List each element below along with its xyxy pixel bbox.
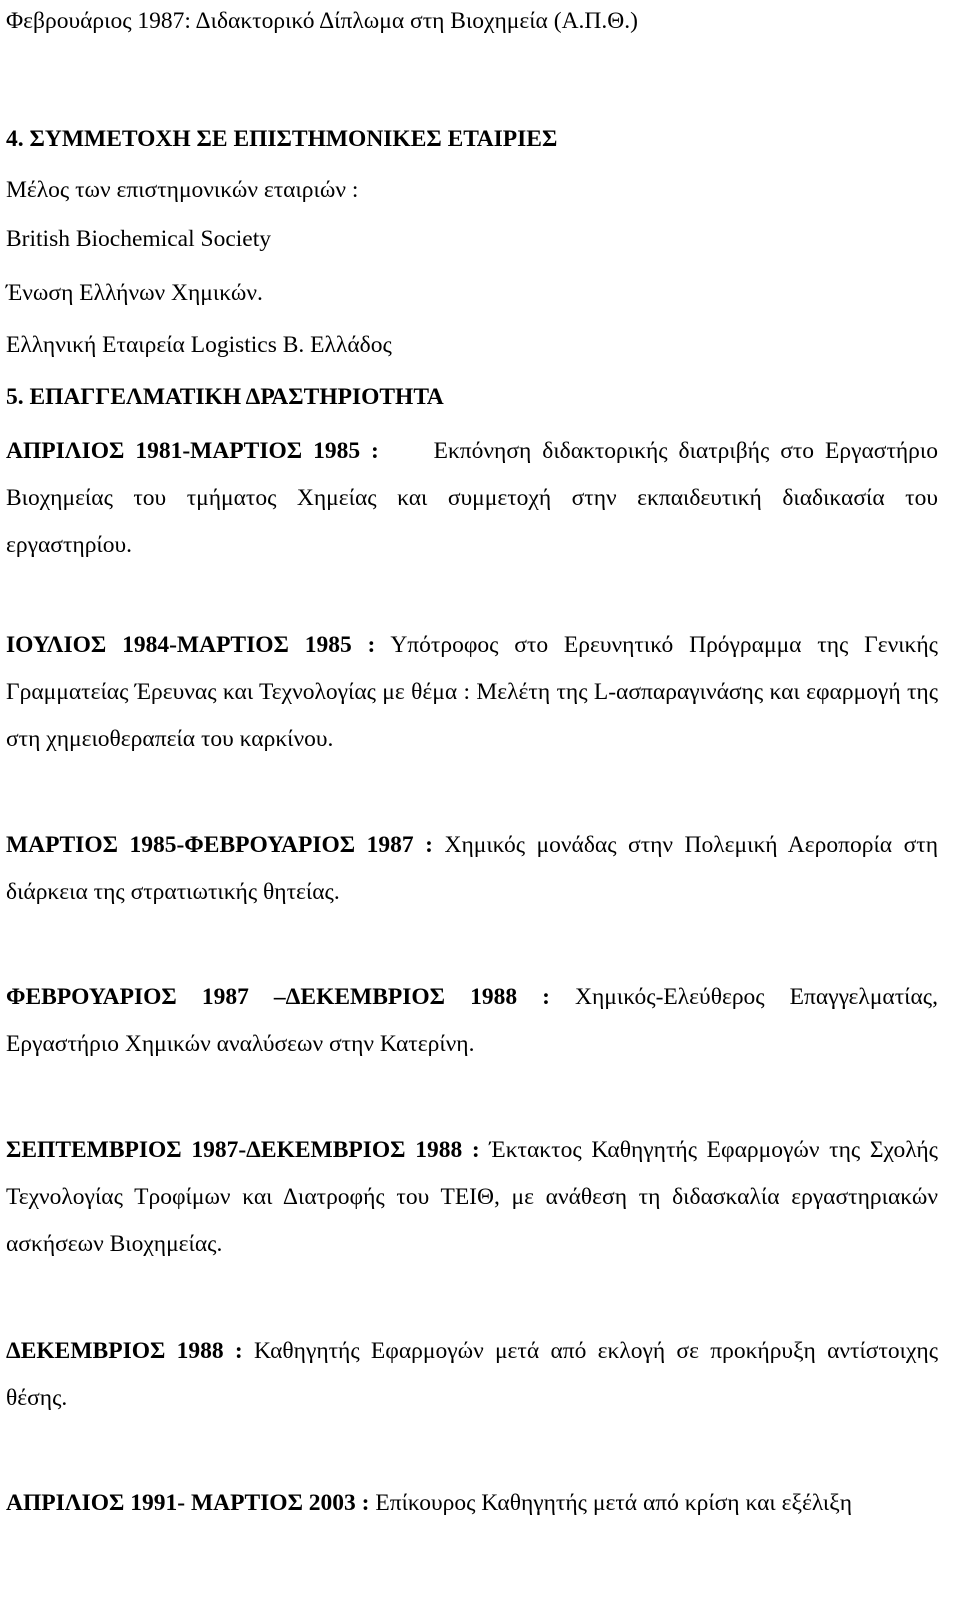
career-entry bbox=[6, 974, 938, 1068]
section-5-heading: 5. ΕΠΑΓΓΕΛΜΑΤΙΚΗ ΔΡΑΣΤΗΡΙΟΤΗΤΑ bbox=[6, 384, 444, 410]
career-period: ΑΠΡΙΛΙΟΣ 1981-ΜΑΡΤΙΟΣ 1985 : bbox=[6, 438, 379, 464]
career-entry bbox=[6, 428, 938, 569]
society-item: British Biochemical Society bbox=[6, 226, 271, 252]
societies-intro: Μέλος των επιστημονικών εταιριών : bbox=[6, 177, 359, 203]
career-description: Έκτακτος Καθηγητής Εφαρμογών της Σχολής Τεχνολογίας Τροφίμων και Διατροφής του ΤΕΙΘ, με ανάθεση τη διδασκαλία εργαστηριακών ασκήσεων Βιοχημείας. bbox=[6, 1137, 938, 1257]
career-period: ΦΕΒΡΟΥΑΡΙΟΣ 1987 –ΔΕΚΕΜΒΡΙΟΣ 1988 : bbox=[6, 984, 550, 1010]
career-entry bbox=[6, 622, 938, 763]
career-description: Εκπόνηση διδακτορικής διατριβής στο Εργαστήριο Βιοχημείας του τμήματος Χημείας και συμμετοχή στην εκπαιδευτική διαδικασία του εργαστηρίου. bbox=[6, 438, 938, 558]
career-period: ΔΕΚΕΜΒΡΙΟΣ 1988 : bbox=[6, 1338, 243, 1364]
career-entry bbox=[6, 1328, 938, 1422]
career-entry bbox=[6, 1127, 938, 1268]
career-description: Χημικός μονάδας στην Πολεμική Αεροπορία στη διάρκεια της στρατιωτικής θητείας. bbox=[6, 832, 939, 905]
career-entry bbox=[6, 822, 938, 916]
career-description: Επίκουρος Καθηγητής μετά από κρίση και εξέλιξη bbox=[375, 1490, 853, 1516]
career-description: Καθηγητής Εφαρμογών μετά από εκλογή σε προκήρυξη αντίστοιχης θέσης. bbox=[6, 1338, 939, 1411]
career-description: Χημικός-Ελεύθερος Επαγγελματίας, Εργαστήριο Χημικών αναλύσεων στην Κατερίνη. bbox=[6, 984, 938, 1057]
career-period: ΜΑΡΤΙΟΣ 1985-ΦΕΒΡΟΥΑΡΙΟΣ 1987 : bbox=[6, 832, 433, 858]
career-period: ΙΟΥΛΙΟΣ 1984-ΜΑΡΤΙΟΣ 1985 : bbox=[6, 632, 376, 658]
section-4-heading: 4. ΣΥΜΜΕΤΟΧΗ ΣΕ ΕΠΙΣΤΗΜΟΝΙΚΕΣ ΕΤΑΙΡΙΕΣ bbox=[6, 126, 558, 152]
career-description: Υπότροφος στο Ερευνητικό Πρόγραμμα της Γενικής Γραμματείας Έρευνας και Τεχνολογίας με θέμα : Μελέτη της L-ασπαραγινάσης και εφαρμογή της στη χημειοθεραπεία του καρκίνου. bbox=[6, 632, 938, 752]
career-period: ΑΠΡΙΛΙΟΣ 1991- ΜΑΡΤΙΟΣ 2003 : bbox=[6, 1490, 370, 1516]
career-period: ΣΕΠΤΕΜΒΡΙΟΣ 1987-ΔΕΚΕΜΒΡΙΟΣ 1988 : bbox=[6, 1137, 480, 1163]
society-item: Ένωση Ελλήνων Χημικών. bbox=[6, 280, 263, 306]
society-item: Ελληνική Εταιρεία Logistics Β. Ελλάδος bbox=[6, 332, 392, 358]
career-entry bbox=[6, 1480, 938, 1527]
degree-line: Φεβρουάριος 1987: Διδακτορικό Δίπλωμα στη Βιοχημεία (Α.Π.Θ.) bbox=[6, 8, 638, 34]
